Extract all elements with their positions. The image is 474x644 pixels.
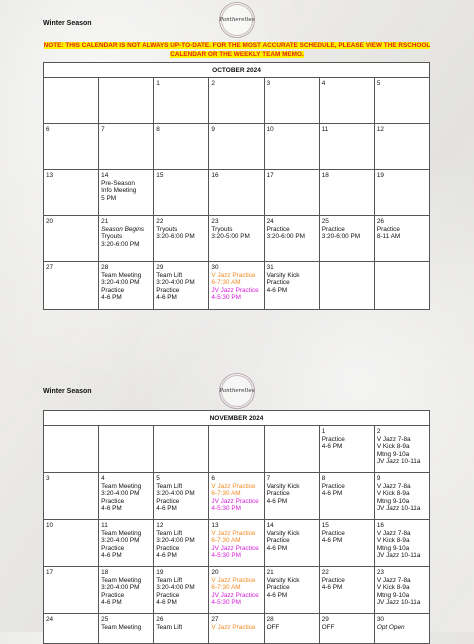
day-number: 17	[46, 569, 54, 576]
event-text: Mtng 9-10a	[376, 591, 410, 599]
event-text: Season Begins	[101, 225, 145, 233]
event-text: Team Lift	[156, 482, 183, 490]
event-text: 3:20-5:00 PM	[211, 233, 250, 241]
event-text: 4-6 PM	[321, 490, 343, 498]
event-text: Practice	[266, 584, 290, 592]
day-cell	[154, 262, 209, 310]
day-number: 24	[46, 616, 54, 623]
event-text: 6-7:30 AM	[211, 584, 241, 592]
event-text: 6-7:30 AM	[211, 490, 241, 498]
event-text: V Kick 8-9a	[376, 490, 410, 498]
day-number: 26	[156, 616, 164, 623]
day-number: 22	[156, 218, 164, 225]
event-text: 4-6 PM	[266, 286, 288, 294]
day-cell	[209, 216, 264, 262]
day-number: 5	[156, 475, 160, 482]
day-cell	[264, 614, 319, 644]
week-row	[44, 614, 430, 644]
day-number: 18	[101, 569, 109, 576]
day-number: 25	[101, 616, 109, 623]
event-text: 3:20-6:00 PM	[266, 233, 305, 241]
day-number: 7	[266, 475, 271, 482]
day-number: 1	[156, 80, 160, 87]
event-text: 4-5:30 PM	[211, 294, 241, 302]
day-number: 8	[321, 475, 326, 482]
event-text: Practice	[321, 435, 345, 443]
week-row	[44, 473, 430, 520]
event-text: V Jazz 7-8a	[376, 435, 411, 443]
day-number: 21	[101, 218, 109, 225]
day-cell	[154, 614, 209, 644]
day-number: 22	[321, 569, 329, 576]
event-text: V Kick 8-9a	[376, 537, 410, 545]
event-text: 3:20-6:00 PM	[101, 240, 140, 248]
day-number: 2	[376, 428, 381, 435]
event-text: Varsity Kick	[266, 482, 300, 490]
event-text: Pre-Season	[101, 179, 135, 187]
day-cell	[44, 216, 99, 262]
day-number: 20	[211, 569, 219, 576]
day-cell	[374, 614, 429, 644]
day-cell	[374, 170, 429, 216]
event-text: 4-6 PM	[321, 443, 343, 451]
event-text: Tryouts	[156, 225, 178, 233]
day-cell	[319, 473, 374, 520]
day-number: 29	[321, 616, 329, 623]
event-text: JV Jazz 10-11a	[376, 458, 421, 466]
event-text: Practice	[321, 225, 345, 233]
event-text: 3:20-4:00 PM	[101, 279, 140, 287]
day-cell	[374, 78, 429, 124]
day-number: 16	[376, 522, 384, 529]
event-text: 6-7:30 AM	[211, 537, 241, 545]
day-number: 9	[211, 126, 215, 133]
day-cell	[264, 473, 319, 520]
event-text: Practice	[101, 591, 125, 599]
day-cell	[319, 567, 374, 614]
day-number: 2	[211, 80, 215, 87]
event-text: Practice	[321, 576, 345, 584]
day-number: 20	[46, 218, 54, 225]
day-number: 3	[266, 80, 271, 87]
day-number: 23	[211, 218, 219, 225]
event-text: 4-6 PM	[321, 584, 343, 592]
event-text: V Jazz Practice	[211, 623, 256, 631]
day-cell	[319, 426, 374, 473]
day-cell	[264, 216, 319, 262]
event-text: Practice	[266, 490, 290, 498]
october-calendar-table	[43, 62, 430, 310]
day-number: 23	[376, 569, 384, 576]
event-text: JV Jazz Practice	[211, 286, 259, 294]
day-number: 6	[211, 475, 215, 482]
day-cell	[44, 520, 99, 567]
day-cell	[154, 473, 209, 520]
day-cell	[209, 567, 264, 614]
day-number: 28	[101, 264, 109, 271]
day-cell	[44, 614, 99, 644]
event-text: Tryouts	[101, 233, 123, 241]
day-number: 24	[266, 218, 274, 225]
day-cell	[99, 262, 154, 310]
event-text: Opt Open	[376, 623, 405, 631]
month-header: NOVEMBER 2024	[44, 411, 430, 426]
day-cell	[99, 124, 154, 170]
event-text: 6-7:30 AM	[211, 279, 241, 287]
day-number: 17	[266, 172, 274, 179]
day-cell	[209, 78, 264, 124]
event-text: Practice	[101, 544, 125, 552]
team-logo-text: Panthereltes	[221, 375, 253, 407]
day-cell	[264, 170, 319, 216]
event-text: Practice	[156, 544, 180, 552]
day-number: 13	[46, 172, 54, 179]
day-cell	[319, 614, 374, 644]
day-cell	[209, 262, 264, 310]
week-row	[44, 262, 430, 310]
day-cell	[44, 124, 99, 170]
event-text: 3:20-6:00 PM	[321, 233, 361, 241]
day-number: 16	[211, 172, 219, 179]
event-text: Team Lift	[156, 271, 183, 279]
event-text: JV Jazz 10-11a	[376, 599, 421, 607]
week-row	[44, 567, 430, 614]
event-text: 3:20-4:00 PM	[156, 537, 195, 545]
event-text: JV Jazz Practice	[211, 591, 259, 599]
day-cell	[264, 124, 319, 170]
day-number: 18	[321, 172, 329, 179]
day-number: 27	[46, 264, 54, 271]
day-cell	[374, 216, 429, 262]
event-text: Team Meeting	[101, 482, 142, 490]
event-text: V Kick 8-9a	[376, 584, 410, 592]
event-text: Practice	[321, 482, 345, 490]
day-number: 15	[321, 522, 329, 529]
day-cell	[264, 567, 319, 614]
event-text: 4-5:30 PM	[211, 552, 241, 560]
day-cell	[154, 520, 209, 567]
day-cell	[154, 78, 209, 124]
day-number: 30	[211, 264, 219, 271]
day-number: 19	[376, 172, 384, 179]
day-number: 26	[376, 218, 384, 225]
day-cell	[99, 426, 154, 473]
day-cell	[319, 216, 374, 262]
event-text: V Jazz 7-8a	[376, 529, 411, 537]
month-header: OCTOBER 2024	[44, 63, 430, 78]
day-cell	[209, 426, 264, 473]
day-cell	[319, 520, 374, 567]
event-text: Varsity Kick	[266, 529, 300, 537]
day-cell	[374, 262, 429, 310]
event-text: Practice	[376, 225, 400, 233]
day-number: 12	[376, 126, 384, 133]
day-cell	[44, 473, 99, 520]
week-row	[44, 124, 430, 170]
day-number: 4	[101, 475, 105, 482]
day-number: 10	[46, 522, 54, 529]
event-text: 4-6 PM	[101, 294, 122, 302]
season-title: Winter Season	[43, 388, 92, 395]
day-cell	[264, 78, 319, 124]
calendar-notice	[43, 41, 431, 59]
event-text: JV Jazz Practice	[211, 497, 259, 505]
event-text: 4-5:30 PM	[211, 599, 241, 607]
day-number: 1	[321, 428, 326, 435]
event-text: JV Jazz Practice	[211, 544, 259, 552]
day-number: 15	[156, 172, 164, 179]
team-logo	[219, 2, 255, 38]
day-cell	[99, 520, 154, 567]
day-cell	[99, 78, 154, 124]
day-cell	[99, 170, 154, 216]
event-text: Team Lift	[156, 623, 183, 631]
event-text: Team Meeting	[101, 623, 142, 631]
day-cell	[209, 614, 264, 644]
day-number: 25	[321, 218, 329, 225]
day-cell	[319, 78, 374, 124]
event-text: 4-6 PM	[266, 544, 288, 552]
event-text: Practice	[156, 497, 180, 505]
day-cell	[44, 170, 99, 216]
day-cell	[319, 262, 374, 310]
event-text: Team Lift	[156, 576, 183, 584]
day-cell	[374, 520, 429, 567]
event-text: 4-6 PM	[156, 552, 177, 560]
day-number: 31	[266, 264, 274, 271]
day-cell	[154, 426, 209, 473]
event-text: Mtng 9-10a	[376, 544, 410, 552]
day-cell	[209, 473, 264, 520]
day-cell	[44, 567, 99, 614]
event-text: V Jazz Practice	[211, 271, 256, 279]
calendar-notice-text: NOTE: THIS CALENDAR IS NOT ALWAYS UP-TO-DATE. FOR THE MOST ACCURATE SCHEDULE, PLEASE VIEW THE RSCHOOL CALENDAR OR THE WEEKLY TEAM MEMO.	[43, 42, 431, 58]
event-text: 4-6 PM	[101, 599, 122, 607]
season-title: Winter Season	[43, 20, 92, 27]
event-text: 4-6 PM	[156, 599, 177, 607]
event-text: JV Jazz 10-11a	[376, 552, 421, 560]
event-text: Practice	[156, 286, 180, 294]
day-number: 21	[266, 569, 274, 576]
day-cell	[264, 426, 319, 473]
event-text: 5 PM	[101, 194, 117, 202]
week-row	[44, 520, 430, 567]
event-text: 4-6 PM	[321, 537, 343, 545]
day-cell	[374, 124, 429, 170]
november-calendar-table	[43, 410, 430, 644]
event-text: 3:20-4:00 PM	[156, 490, 195, 498]
day-cell	[209, 170, 264, 216]
event-text: 4-6 PM	[266, 591, 288, 599]
day-cell	[319, 170, 374, 216]
event-text: Practice	[156, 591, 180, 599]
day-cell	[374, 426, 429, 473]
day-number: 19	[156, 569, 164, 576]
day-number: 14	[101, 172, 109, 179]
event-text: Mtng 9-10a	[376, 497, 410, 505]
day-number: 30	[376, 616, 384, 623]
event-text: Varsity Kick	[266, 576, 300, 584]
day-number: 28	[266, 616, 274, 623]
day-number: 3	[46, 475, 50, 482]
event-text: V Jazz 7-8a	[376, 482, 411, 490]
day-cell	[209, 520, 264, 567]
event-text: JV Jazz 10-11a	[376, 505, 421, 513]
day-number: 8	[156, 126, 160, 133]
event-text: Practice	[101, 497, 125, 505]
event-text: 3:20-4:00 PM	[101, 584, 140, 592]
event-text: OFF	[321, 623, 335, 631]
event-text: 3:20-4:00 PM	[101, 490, 140, 498]
event-text: Team Meeting	[101, 529, 142, 537]
event-text: Practice	[321, 529, 345, 537]
day-cell	[99, 614, 154, 644]
day-number: 27	[211, 616, 219, 623]
day-number: 9	[376, 475, 381, 482]
week-row	[44, 426, 430, 473]
event-text: Team Meeting	[101, 271, 142, 279]
event-text: V Jazz Practice	[211, 529, 256, 537]
day-cell	[99, 473, 154, 520]
day-number: 13	[211, 522, 219, 529]
day-cell	[99, 567, 154, 614]
day-cell	[374, 473, 429, 520]
day-cell	[154, 124, 209, 170]
day-number: 6	[46, 126, 50, 133]
event-text: V Jazz 7-8a	[376, 576, 411, 584]
event-text: 4-5:30 PM	[211, 505, 241, 513]
event-text: 4-6 PM	[266, 497, 288, 505]
day-number: 10	[266, 126, 274, 133]
event-text: Team Lift	[156, 529, 183, 537]
team-logo	[219, 373, 255, 409]
day-cell	[319, 124, 374, 170]
event-text: V Jazz Practice	[211, 576, 256, 584]
event-text: 4-6 PM	[156, 294, 177, 302]
event-text: 3:20-6:00 PM	[156, 233, 195, 241]
day-number: 7	[101, 126, 105, 133]
day-cell	[44, 78, 99, 124]
event-text: Practice	[266, 537, 290, 545]
day-cell	[99, 216, 154, 262]
event-text: 3:20-4:00 PM	[156, 584, 195, 592]
team-logo-text: Panthereltes	[221, 4, 253, 36]
day-cell	[44, 262, 99, 310]
event-text: OFF	[266, 623, 280, 631]
event-text: V Jazz Practice	[211, 482, 256, 490]
day-cell	[44, 426, 99, 473]
event-text: 4-6 PM	[101, 505, 122, 513]
week-row	[44, 170, 430, 216]
day-number: 11	[321, 126, 329, 133]
event-text: 3:20-4:00 PM	[156, 279, 195, 287]
day-cell	[154, 216, 209, 262]
day-cell	[209, 124, 264, 170]
event-text: Practice	[266, 225, 290, 233]
day-cell	[154, 170, 209, 216]
event-text: Varsity Kick	[266, 271, 300, 279]
day-number: 14	[266, 522, 274, 529]
week-row	[44, 216, 430, 262]
event-text: Practice	[101, 286, 125, 294]
event-text: 8-11 AM	[376, 233, 401, 241]
event-text: Info Meeting	[101, 187, 137, 195]
event-text: 4-6 PM	[156, 505, 177, 513]
event-text: Practice	[266, 279, 290, 287]
event-text: 4-6 PM	[101, 552, 122, 560]
day-number: 5	[376, 80, 381, 87]
day-number: 11	[101, 522, 108, 529]
event-text: Mtng 9-10a	[376, 450, 410, 458]
event-text: Team Meeting	[101, 576, 142, 584]
day-number: 4	[321, 80, 326, 87]
event-text: V Kick 8-9a	[376, 443, 410, 451]
day-cell	[264, 520, 319, 567]
day-cell	[154, 567, 209, 614]
day-cell	[264, 262, 319, 310]
event-text: 3:20-4:00 PM	[101, 537, 140, 545]
day-number: 29	[156, 264, 164, 271]
week-row	[44, 78, 430, 124]
day-cell	[374, 567, 429, 614]
day-number: 12	[156, 522, 164, 529]
event-text: Tryouts	[211, 225, 233, 233]
